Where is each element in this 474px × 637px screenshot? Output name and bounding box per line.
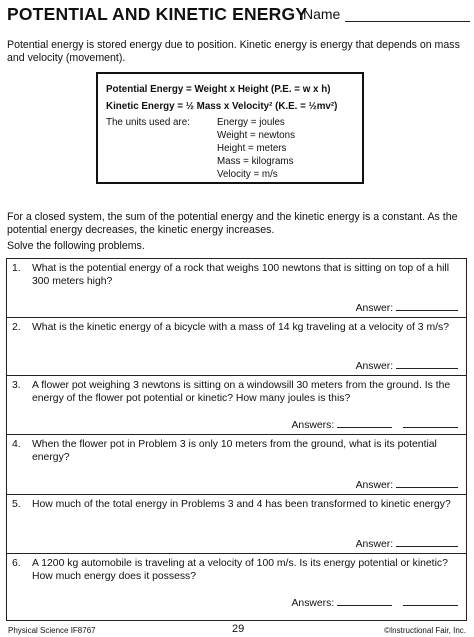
problem-6 xyxy=(7,554,466,620)
unit-energy: Energy = joules xyxy=(217,117,285,128)
problem-text: A 1200 kg automobile is traveling at a velocity of 100 m/s. Is its energy potential or kinetic? How much energy does it possess? xyxy=(32,558,448,582)
page-title: POTENTIAL AND KINETIC ENERGY xyxy=(7,4,308,24)
problem-text: When the flower pot in Problem 3 is only 10 meters from the ground, what is its potential energy? xyxy=(32,439,437,463)
unit-velocity: Velocity = m/s xyxy=(217,169,278,180)
unit-weight: Weight = newtons xyxy=(217,130,295,141)
problem-5 xyxy=(7,495,466,554)
problem-text: A flower pot weighing 3 newtons is sitting on a windowsill 30 meters from the ground. Is the energy of the flower pot potential or kinetic? How many joules is this? xyxy=(32,380,451,404)
problem-number: 4. xyxy=(12,439,21,450)
answer-label: Answer: xyxy=(355,361,394,372)
problem-number: 5. xyxy=(12,499,21,510)
name-label: Name xyxy=(303,6,341,22)
footer-publisher: ©Instructional Fair, Inc. xyxy=(384,626,466,635)
answer-blank-1[interactable] xyxy=(337,596,392,606)
unit-mass: Mass = kilograms xyxy=(217,156,294,167)
problem-2 xyxy=(7,318,466,376)
problem-number: 3. xyxy=(12,380,21,391)
answer-blank[interactable] xyxy=(396,537,458,547)
answer-field[interactable] xyxy=(356,537,458,550)
name-field[interactable] xyxy=(345,21,470,22)
problem-text: How much of the total energy in Problems 3 and 4 has been transformed to kinetic energy? xyxy=(32,499,451,510)
closed-system-text: For a closed system, the sum of the potential energy and the kinetic energy is a constant. As the potential energy decreases, the kinetic energy increases. xyxy=(7,211,458,236)
answer-label: Answer: xyxy=(355,480,394,491)
problem-number: 1. xyxy=(12,263,21,274)
answer-blank[interactable] xyxy=(396,301,458,311)
problem-3 xyxy=(7,376,466,435)
answer-label: Answers: xyxy=(291,598,335,609)
potential-energy-formula: Potential Energy = Weight x Height (P.E. = w x h) xyxy=(106,84,331,95)
answer-label: Answer: xyxy=(355,303,394,314)
answer-field[interactable] xyxy=(291,596,458,609)
formula-box xyxy=(96,72,364,184)
problem-number: 2. xyxy=(12,322,21,333)
problems-table xyxy=(6,258,467,621)
answer-blank[interactable] xyxy=(396,478,458,488)
footer-course-code: Physical Science IF8767 xyxy=(8,626,96,635)
problem-number: 6. xyxy=(12,558,21,569)
answer-field[interactable] xyxy=(356,301,458,314)
answer-blank[interactable] xyxy=(396,359,458,369)
kinetic-energy-formula: Kinetic Energy = ½ Mass x Velocity² (K.E. = ½mv²) xyxy=(106,101,338,112)
unit-height: Height = meters xyxy=(217,143,287,154)
answer-blank-1[interactable] xyxy=(337,418,392,428)
answer-field[interactable] xyxy=(356,359,458,372)
problem-1 xyxy=(7,259,466,318)
problem-text: What is the potential energy of a rock that weighs 100 newtons that is sitting on top of a hill 300 meters high? xyxy=(32,263,450,287)
instructions: Solve the following problems. xyxy=(7,240,145,252)
answer-label: Answer: xyxy=(355,539,394,550)
answer-label: Answers: xyxy=(291,420,335,431)
answer-field[interactable] xyxy=(356,478,458,491)
answer-blank-2[interactable] xyxy=(403,418,458,428)
problem-text: What is the kinetic energy of a bicycle with a mass of 14 kg traveling at a velocity of 3 m/s? xyxy=(32,322,449,333)
page-number: 29 xyxy=(232,623,245,635)
answer-blank-2[interactable] xyxy=(403,596,458,606)
answer-field[interactable] xyxy=(291,418,458,431)
problem-4 xyxy=(7,435,466,495)
units-label: The units used are: xyxy=(106,117,190,128)
intro-text: Potential energy is stored energy due to position. Kinetic energy is energy that depends on mass and velocity (movement). xyxy=(7,39,460,64)
